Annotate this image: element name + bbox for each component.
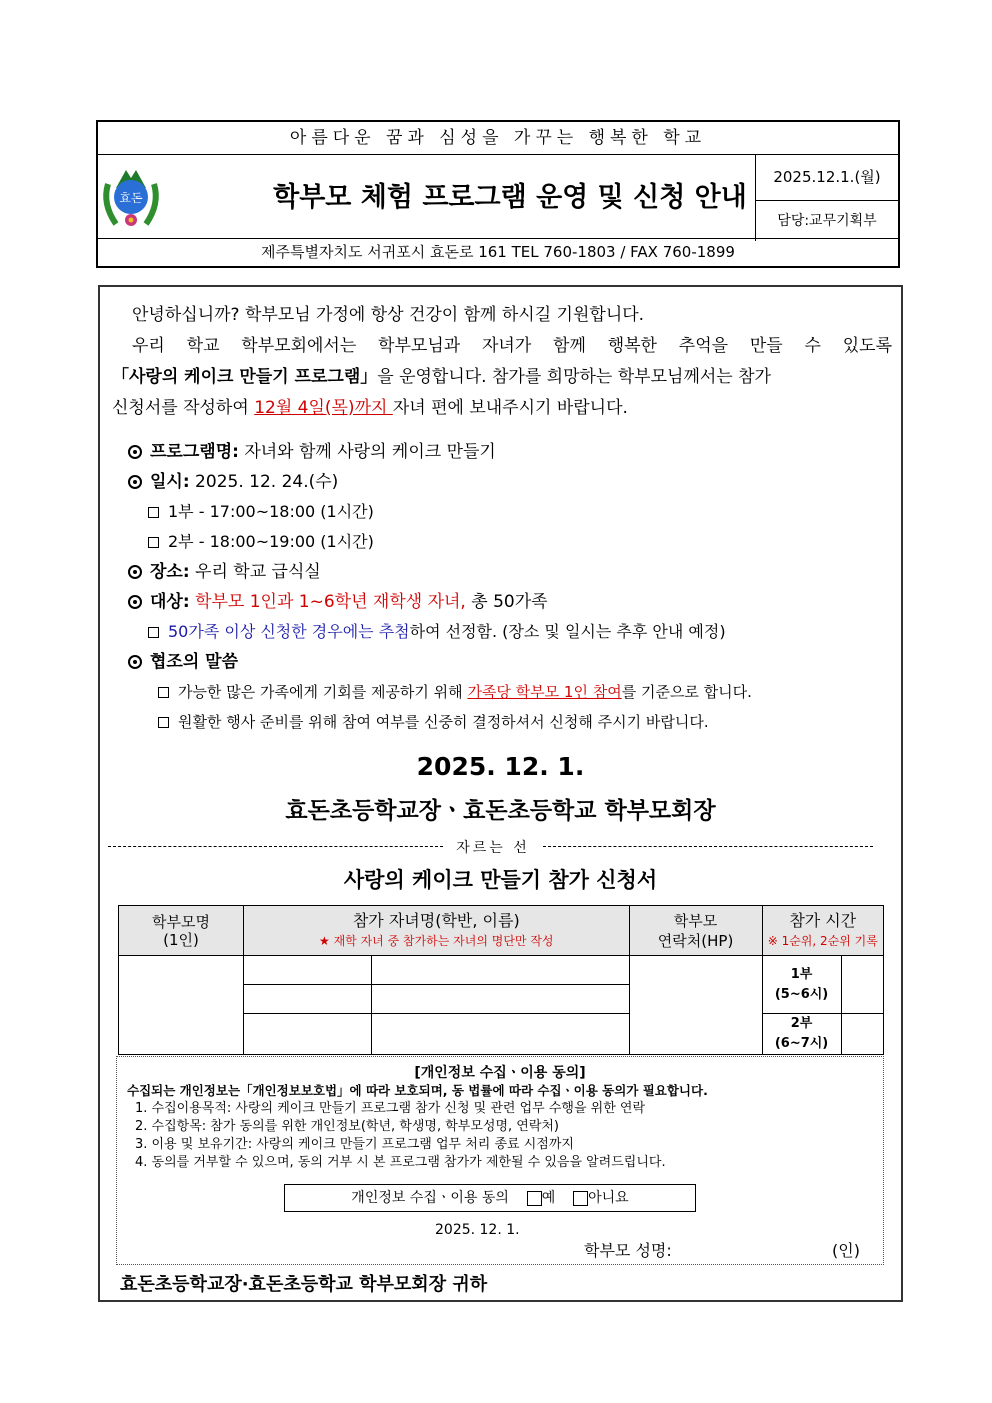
issue-date: 2025.12.1.(월) xyxy=(756,154,898,201)
target-bullet-icon xyxy=(128,445,142,459)
program-name-quote: 「사랑의 케이크 만들기 프로그램」 xyxy=(112,367,378,387)
parent-name-field[interactable] xyxy=(119,956,244,1055)
consent-item-4: 4. 동의를 거부할 수 있으며, 동의 거부 시 본 프로그램 참가가 제한될 수 있음을 알려드립니다. xyxy=(135,1155,666,1170)
deadline: 12월 4일(목)까지 xyxy=(254,398,393,418)
square-bullet-icon xyxy=(148,627,159,638)
greeting-line: 안녕하십니까? 학부모님 가정에 항상 건강이 함께 하시길 기원합니다. xyxy=(132,305,645,325)
cooperation-1: 가능한 많은 가족에게 기회를 제공하기 위해 가족당 학부모 1인 참여를 기준으로 합니다. xyxy=(128,677,898,707)
privacy-consent-box xyxy=(116,1056,884,1265)
dashed-rule xyxy=(108,846,443,847)
consent-yes-checkbox[interactable] xyxy=(527,1191,542,1206)
closing-signature: 효돈초등학교장ㆍ효돈초등학교 학부모회장 xyxy=(285,798,716,824)
session-1-priority-field[interactable] xyxy=(841,956,883,1014)
cooperation-2: 원활한 행사 준비를 위해 참여 여부를 신중히 결정하셔서 신청해 주시기 바랍니다. xyxy=(128,707,898,737)
child-class-field[interactable] xyxy=(244,956,372,985)
application-table xyxy=(118,905,884,1055)
child-name-field[interactable] xyxy=(372,1014,630,1055)
addressee: 효돈초등학교장·효돈초등학교 학부모회장 귀하 xyxy=(120,1274,488,1295)
child-class-field[interactable] xyxy=(244,1014,372,1055)
form-title: 사랑의 케이크 만들기 참가 신청서 xyxy=(343,868,658,892)
detail-target: 대상: 학부모 1인과 1~6학년 재학생 자녀, 총 50가족 xyxy=(128,587,898,617)
square-bullet-icon xyxy=(158,717,169,728)
lottery-note: 50가족 이상 신청한 경우에는 추첨하여 선정함. (장소 및 일시는 추후 안내 예정) xyxy=(128,617,898,647)
target-bullet-icon xyxy=(128,565,142,579)
consent-no-checkbox[interactable] xyxy=(573,1191,588,1206)
consent-item-1: 1. 수집이용목적: 사랑의 케이크 만들기 프로그램 참가 신청 및 관련 업무 수행을 위한 연락 xyxy=(135,1101,646,1116)
session-2-priority-field[interactable] xyxy=(841,1014,883,1055)
consent-date: 2025. 12. 1. xyxy=(435,1222,520,1238)
intro-paragraph xyxy=(112,300,892,424)
cut-line xyxy=(108,836,873,856)
department: 담당:교무기획부 xyxy=(777,213,877,229)
school-address: 제주특별자치도 서귀포시 효돈로 161 TEL 760-1803 / FAX 760-1899 xyxy=(98,238,898,266)
consent-choice-box: 개인정보 수집ㆍ이용 동의 예 아니요 xyxy=(284,1184,696,1212)
target-bullet-icon xyxy=(128,655,142,669)
square-bullet-icon xyxy=(158,687,169,698)
school-motto: 아름다운 꿈과 심성을 가꾸는 행복한 학교 xyxy=(98,122,898,155)
closing-date: 2025. 12. 1. xyxy=(416,752,585,781)
session-2-label: 2부 (6~7시) xyxy=(762,1014,841,1055)
child-name-field[interactable] xyxy=(372,985,630,1014)
seal-mark: (인) xyxy=(832,1241,860,1260)
issue-info xyxy=(755,154,898,241)
header-parent-name: 학부모명 (1인) xyxy=(119,906,244,956)
contact-field[interactable] xyxy=(629,956,762,1055)
parent-signature-label: 학부모 성명: xyxy=(584,1241,672,1260)
dashed-rule xyxy=(543,846,873,847)
school-logo xyxy=(98,154,164,241)
detail-date: 일시: 2025. 12. 24.(수) xyxy=(128,467,898,497)
intro-line-4: 신청서를 작성하여 12월 4일(목)까지 자녀 편에 보내주시기 바랍니다. xyxy=(112,398,628,418)
consent-item-3: 3. 이용 및 보유기간: 사랑의 케이크 만들기 프로그램 업무 처리 종료 시점까지 xyxy=(135,1137,574,1152)
child-name-field[interactable] xyxy=(372,956,630,985)
session-2: 2부 - 18:00~19:00 (1시간) xyxy=(128,527,898,557)
session-1: 1부 - 17:00~18:00 (1시간) xyxy=(128,497,898,527)
detail-cooperation: 협조의 말씀 xyxy=(128,647,898,677)
consent-title: [개인정보 수집ㆍ이용 동의] xyxy=(414,1065,586,1081)
target-bullet-icon xyxy=(128,475,142,489)
target-bullet-icon xyxy=(128,595,142,609)
intro-line-2: 우리 학교 학부모회에서는 학부모님과 자녀가 함께 행복한 추억을 만들 수 있도록 xyxy=(132,336,892,356)
letterhead xyxy=(96,120,900,268)
child-class-field[interactable] xyxy=(244,985,372,1014)
detail-place: 장소: 우리 학교 급식실 xyxy=(128,557,898,587)
session-1-label: 1부 (5~6시) xyxy=(762,956,841,1014)
square-bullet-icon xyxy=(148,507,159,518)
detail-program: 프로그램명: 자녀와 함께 사랑의 케이크 만들기 xyxy=(128,437,898,467)
header-child-name: 참가 자녀명(학반, 이름) ★ 재학 자녀 중 참가하는 자녀의 명단만 작성 xyxy=(244,906,630,956)
header-time: 참가 시간 ※ 1순위, 2순위 기록 xyxy=(762,906,883,956)
svg-text:효돈: 효돈 xyxy=(119,191,143,205)
square-bullet-icon xyxy=(148,537,159,548)
document-title: 학부모 체험 프로그램 운영 및 신청 안내 xyxy=(273,182,747,213)
program-details xyxy=(128,437,898,737)
cut-line-label: 자르는 선 xyxy=(456,840,530,856)
header-contact: 학부모 연락처(HP) xyxy=(629,906,762,956)
consent-intro: 수집되는 개인정보는「개인정보보호법」에 따라 보호되며, 동 법률에 따라 수집ㆍ이용 동의가 필요합니다. xyxy=(127,1083,708,1098)
intro-line-3: 「사랑의 케이크 만들기 프로그램」을 운영합니다. 참가를 희망하는 학부모님께서는 참가 xyxy=(112,367,771,387)
consent-item-2: 2. 수집항목: 참가 동의를 위한 개인정보(학년, 학생명, 학부모성명, 연락처) xyxy=(135,1119,560,1134)
